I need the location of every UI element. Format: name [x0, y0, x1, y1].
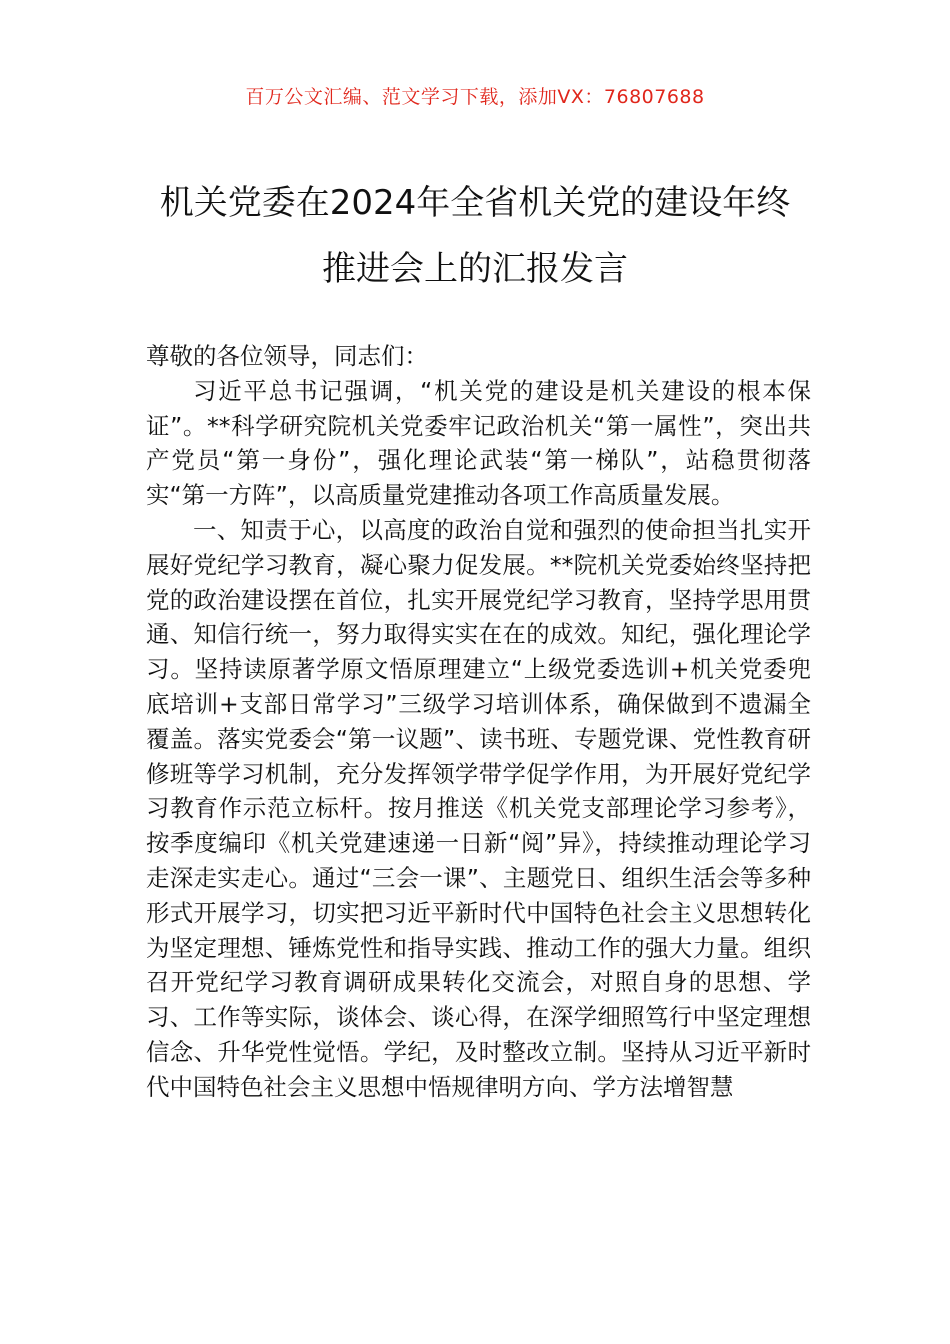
header-notice: 百万公文汇编、范文学习下载，添加VX：76807688	[245, 86, 705, 108]
paragraph-intro: 习近平总书记强调，“机关党的建设是机关建设的根本保证”。**科学研究院机关党委牢记政治机关“第一属性”，突出共产党员“第一身份”，强化理论武装“第一梯队”，站稳贯彻落实“第一方阵”，以高质量党建推动各项工作高质量发展。	[146, 376, 811, 510]
paragraph-section-one: 一、知责于心，以高度的政治自觉和强烈的使命担当扎实开展好党纪学习教育，凝心聚力促发展。**院机关党委始终坚持把党的政治建设摆在首位，扎实开展党纪学习教育，坚持学思用贯通、知信行统一，努力取得实实在在的成效。知纪，强化理论学习。坚持读原著学原文悟原理建立“上级党委选训+机关党委兜底培训+支部日常学习”三级学习培训体系，确保做到不遗漏全覆盖。落实党委会“第一议题”、读书班、专题党课、党性教育研修班等学习机制，充分发挥领学带学促学作用，为开展好党纪学习教育作示范立标杆。按月推送《机关党支部理论学习参考》，按季度编印《机关党建速递一日新“阅”异》，持续推动理论学习走深走实走心。通过“三会一课”、主题党日、组织生活会等多种形式开展学习，切实把习近平新时代中国特色社会主义思想转化为坚定理想、锤炼党性和指导实践、推动工作的强大力量。组织召开党纪学习教育调研成果转化交流会，对照自身的思想、学习、工作等实际，谈体会、谈心得，在深学细照笃行中坚定理想信念、升华党性觉悟。学纪，及时整改立制。坚持从习近平新时代中国特色社会主义思想中悟规律明方向、学方法增智慧	[146, 515, 811, 1101]
salutation: 尊敬的各位领导，同志们：	[146, 342, 428, 370]
title-line-2: 推进会上的汇报发言	[322, 249, 628, 289]
title-line-1: 机关党委在2024年全省机关党的建设年终	[159, 183, 791, 223]
document-title	[100, 170, 850, 302]
document-body	[146, 339, 811, 1105]
